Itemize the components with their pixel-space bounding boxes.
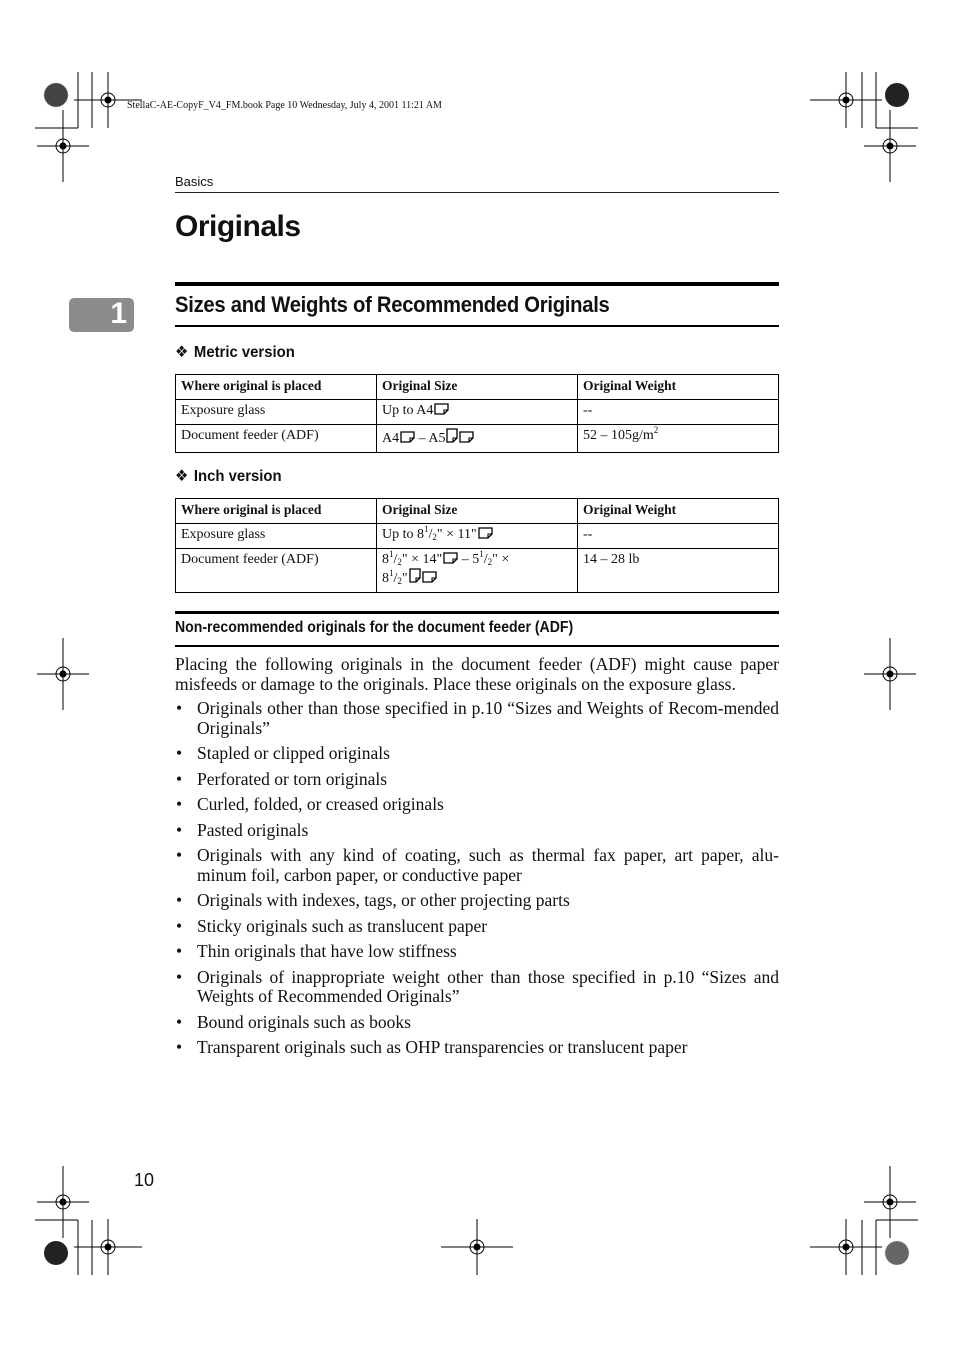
portrait-paper-icon [409,568,421,583]
diamond-icon: ❖ [175,468,189,485]
landscape-paper-icon [478,527,493,539]
table-cell: Exposure glass [176,524,377,549]
non-recommended-list [175,699,779,1064]
table-cell: Document feeder (ADF) [176,549,377,593]
table-cell: Exposure glass [176,400,377,425]
table-cell: $8^1/_2$" × 14" – $5^1/_2$" × $8^1/_2$" [377,549,578,593]
list-item: • Originals other than those specified in p.10 “Sizes and Weights of Recom-mended Originals” [175,699,779,738]
landscape-paper-icon [422,571,437,583]
page-title: Originals [175,210,301,243]
metric-table [175,374,779,453]
subsection-heading: Non-recommended originals for the document feeder (ADF) [175,619,574,636]
metric-heading-label: Metric version [193,344,295,361]
section-heading: Sizes and Weights of Recommended Originals [175,292,610,317]
landscape-paper-icon [400,431,415,443]
list-item: • Originals with indexes, tags, or other projecting parts [175,891,779,911]
landscape-paper-icon [443,552,458,564]
running-head: Basics [175,174,214,189]
chapter-tab [69,298,134,332]
inch-table [175,498,779,593]
table-cell: 14 – 28 lb [578,549,779,593]
table-row [176,549,779,593]
table-cell: Document feeder (ADF) [176,425,377,453]
table-header-row [176,499,779,524]
section-rule-bottom [175,325,779,327]
column-header: Original Size [377,375,578,400]
landscape-paper-icon [434,403,449,415]
intro-paragraph: Placing the following originals in the document feeder (ADF) might cause paper misfeeds or damage to the originals. Place these originals on the exposure glass. [175,654,779,694]
column-header: Where original is placed [176,499,377,524]
list-item: • Originals with any kind of coating, such as thermal fax paper, art paper, alu-minum foil, carbon paper, or conductive paper [175,846,779,885]
list-item: • Stapled or clipped originals [175,744,779,764]
table-row [176,425,779,453]
file-header: StellaC-AE-CopyF_V4_FM.book Page 10 Wednesday, July 4, 2001 11:21 AM [127,100,442,111]
inch-heading-label: Inch version [193,468,282,485]
landscape-paper-icon [459,431,474,443]
column-header: Original Weight [578,375,779,400]
table-row [176,524,779,549]
list-item: • Transparent originals such as OHP transparencies or translucent paper [175,1038,779,1058]
column-header: Original Size [377,499,578,524]
table-header-row [176,375,779,400]
list-item: • Curled, folded, or creased originals [175,795,779,815]
subsection-rule-bottom [175,645,779,647]
metric-heading [175,342,295,362]
column-header: Original Weight [578,499,779,524]
table-cell: $52 - 105g/m^2$ [578,425,779,453]
inch-heading [175,466,282,486]
section-rule-top [175,282,779,286]
list-item: • Originals of inappropriate weight other than those specified in p.10 “Sizes and Weights of Recommended Originals” [175,968,779,1007]
table-cell: -- [578,400,779,425]
list-item: • Perforated or torn originals [175,770,779,790]
running-head-rule [175,192,779,193]
table-cell: Up to A4 [377,400,578,425]
table-row [176,400,779,425]
table-cell: Up to $8^1/_2$" × 11" [377,524,578,549]
subsection-rule-top [175,611,779,614]
list-item: • Sticky originals such as translucent paper [175,917,779,937]
portrait-paper-icon [446,428,458,443]
table-cell: A4 – A5 [377,425,578,453]
column-header: Where original is placed [176,375,377,400]
diamond-icon: ❖ [175,344,189,361]
table-cell: -- [578,524,779,549]
list-item: • Pasted originals [175,821,779,841]
page-number: 10 [134,1170,155,1190]
list-item: • Thin originals that have low stiffness [175,942,779,962]
chapter-number: 1 [110,297,127,330]
list-item: • Bound originals such as books [175,1013,779,1033]
